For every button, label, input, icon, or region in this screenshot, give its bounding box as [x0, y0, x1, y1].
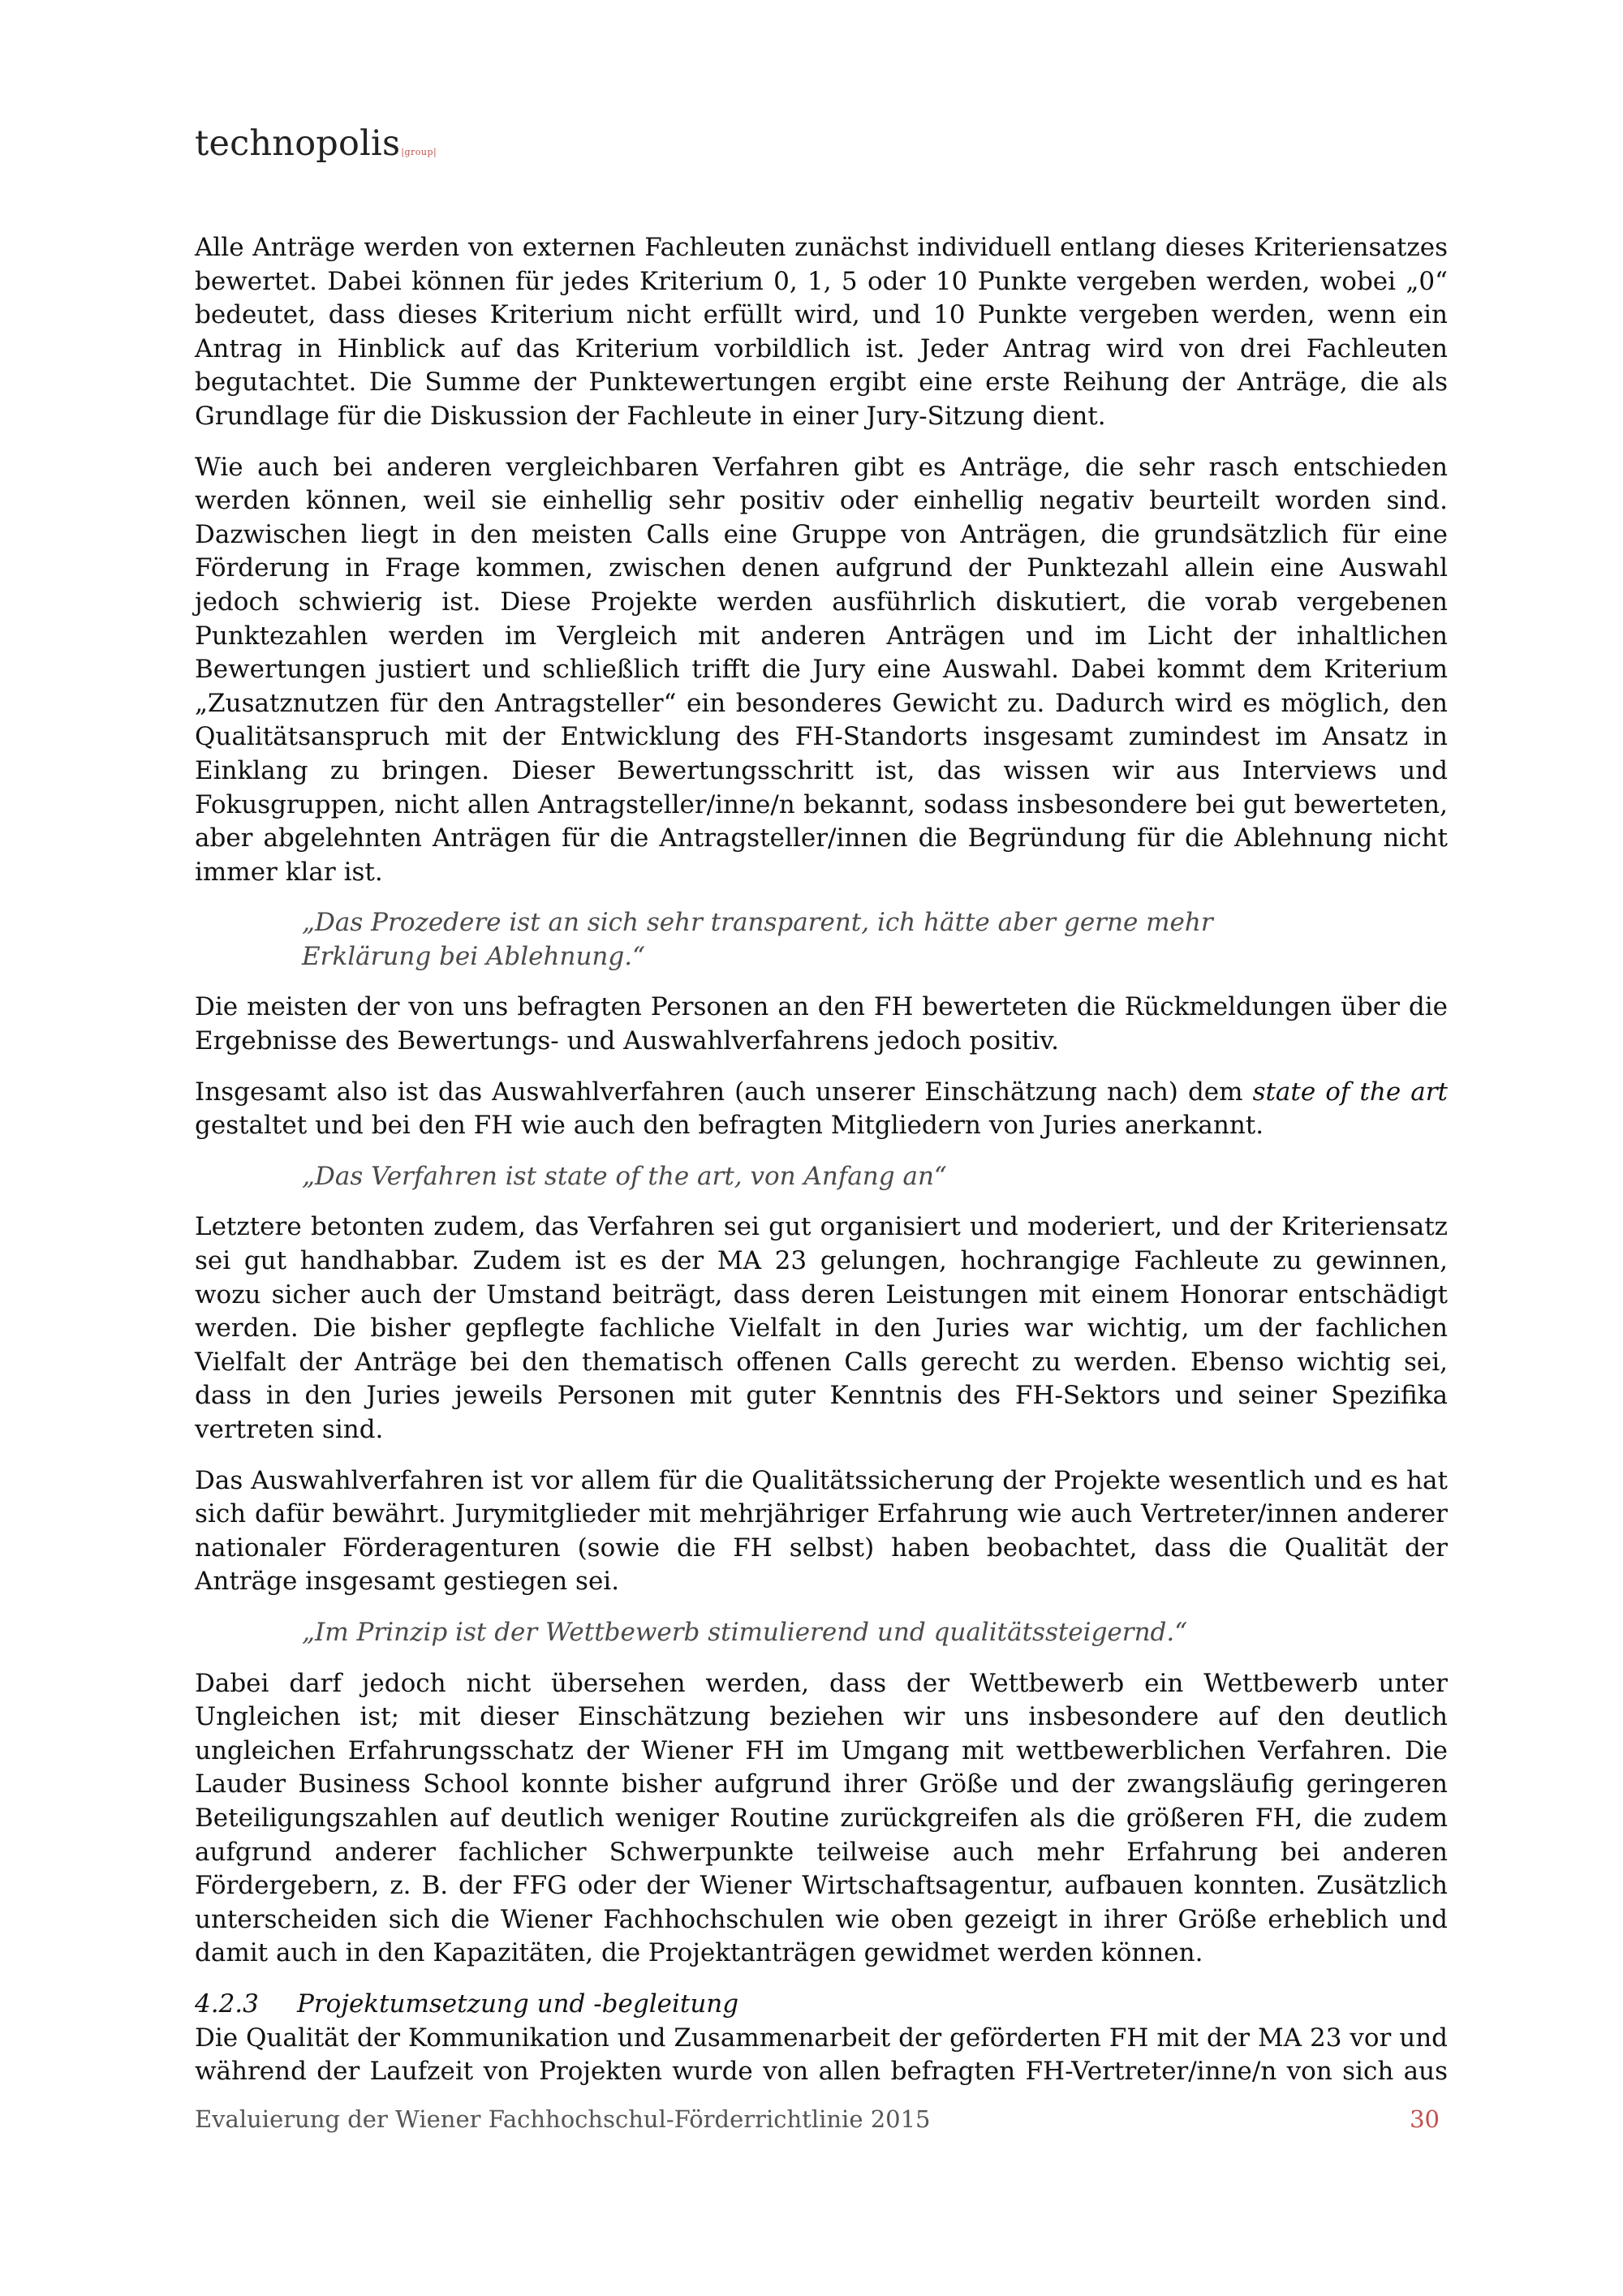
paragraph-jury-organisation: Letztere betonten zudem, das Verfahren sei gut organisiert und moderiert, und der Kriteriensatz sei gut handhabbar. Zudem ist es der MA 23 gelungen, hochrangige Fachleute zu gewinnen, wozu sicher auch der Umstand beiträgt, dass deren Leistungen mit einem Honorar entschädigt werden. Die bisher gepflegte fachliche Vielfalt in den Juries war wichtig, um der fachlichen Vielfalt der Anträge bei den thematisch offenen Calls gerecht zu werden. Ebenso wichtig sei, dass in den Juries jeweils Personen mit guter Kenntnis des FH-Sektors und seiner Spezifika vertreten sind. [195, 1212, 1448, 1444]
footer-title: Evaluierung der Wiener Fachhochschul-Förderrichtlinie 2015 [195, 2105, 931, 2133]
logo-suffix: |group| [401, 147, 437, 157]
document-body [195, 231, 1448, 2106]
quote-transparency: „Das Prozedere ist an sich sehr transparent, ich hätte aber gerne mehr Erklärung bei Ablehnung.“ [302, 908, 1213, 971]
section-heading [195, 1988, 1448, 2022]
company-logo [195, 123, 437, 164]
text-segment: Insgesamt also ist das Auswahlverfahren (auch unserer Einschätzung nach) dem [195, 1077, 1253, 1107]
page-footer [195, 2105, 1440, 2133]
paragraph-communication: Die Qualität der Kommunikation und Zusammenarbeit der geförderten FH mit der MA 23 vor und während der Laufzeit von Projekten wurde von allen befragten FH-Vertreter/inne/n von sich aus [195, 2023, 1448, 2087]
quote-state-of-the-art: „Das Verfahren ist state of the art, von Anfang an“ [302, 1161, 947, 1191]
emphasis-text: state of the art [1252, 1077, 1448, 1107]
quote-competition: „Im Prinzip ist der Wettbewerb stimulierend und qualitätssteigernd.“ [302, 1617, 1188, 1647]
section-title: Projektumsetzung und -begleitung [297, 1989, 739, 2019]
paragraph-state-of-the-art [195, 1076, 1448, 1143]
paragraph-jury-discussion: Wie auch bei anderen vergleichbaren Verfahren gibt es Anträge, die sehr rasch entschieden werden können, weil sie einhellig sehr positiv oder einhellig negativ beurteilt worden sind. Dazwischen liegt in den meisten Calls eine Gruppe von Anträgen, die grundsätzlich für eine Förderung in Frage kommen, zwischen denen aufgrund der Punktezahl allein eine Auswahl jedoch schwierig ist. Diese Projekte werden ausführlich diskutiert, die vorab vergebenen Punktezahlen werden im Vergleich mit anderen Anträgen und im Licht der inhaltlichen Bewertungen justiert und schließlich trifft die Jury eine Auswahl. Dabei kommt dem Kriterium „Zusatznutzen für den Antragsteller“ ein besonderes Gewicht zu. Dadurch wird es möglich, den Qualitätsanspruch mit der Entwicklung des FH-Standorts insgesamt zumindest im Ansatz in Einklang zu bringen. Dieser Bewertungsschritt ist, das wissen wir aus Interviews und Fokusgruppen, nicht allen Antragsteller/inne/n bekannt, sodass insbesondere bei gut bewerteten, aber abgelehnten Anträgen für die Antragsteller/innen die Begründung für die Ablehnung nicht immer klar ist. [195, 452, 1448, 887]
page-number: 30 [1410, 2105, 1440, 2133]
logo-text: technopolis [195, 123, 401, 164]
paragraph-criteria-scoring: Alle Anträge werden von externen Fachleuten zunächst individuell entlang dieses Kriteriensatzes bewertet. Dabei können für jedes Kriterium 0, 1, 5 oder 10 Punkte vergeben werden, wobei „0“ bedeutet, dass dieses Kriterium nicht erfüllt wird, und 10 Punkte vergeben werden, wenn ein Antrag in Hinblick auf das Kriterium vorbildlich ist. Jeder Antrag wird von drei Fachleuten begutachtet. Die Summe der Punktewertungen ergibt eine erste Reihung der Anträge, die als Grundlage für die Diskussion der Fachleute in einer Jury-Sitzung dient. [195, 233, 1448, 431]
paragraph-unequal-competition: Dabei darf jedoch nicht übersehen werden, dass der Wettbewerb ein Wettbewerb unter Ungleichen ist; mit dieser Einschätzung beziehen wir uns insbesondere auf den deutlich ungleichen Erfahrungsschatz der Wiener FH im Umgang mit wettbewerblichen Verfahren. Die Lauder Business School konnte bisher aufgrund ihrer Größe und der zwangsläufig geringeren Beteiligungszahlen auf deutlich weniger Routine zurückgreifen als die größeren FH, die zudem aufgrund anderer fachlicher Schwerpunkte teilweise auch mehr Erfahrung bei anderen Fördergebern, z. B. der FFG oder der Wiener Wirtschaftsagentur, aufbauen konnten. Zusätzlich unterscheiden sich die Wiener Fachhochschulen wie oben gezeigt in ihrer Größe erheblich und damit auch in den Kapazitäten, die Projektanträgen gewidmet werden können. [195, 1668, 1448, 1968]
paragraph-feedback: Die meisten der von uns befragten Personen an den FH bewerteten die Rückmeldungen über die Ergebnisse des Bewertungs- und Auswahlverfahrens jedoch positiv. [195, 992, 1448, 1056]
text-segment: gestaltet und bei den FH wie auch den befragten Mitgliedern von Juries anerkannt. [195, 1111, 1264, 1141]
paragraph-quality-assurance: Das Auswahlverfahren ist vor allem für die Qualitätssicherung der Projekte wesentlich und es hat sich dafür bewährt. Jurymitglieder mit mehrjähriger Erfahrung wie auch Vertreter/innen anderer nationaler Förderagenturen (sowie die FH selbst) haben beobachtet, dass die Qualität der Anträge insgesamt gestiegen sei. [195, 1465, 1448, 1597]
section-number: 4.2.3 [195, 1989, 259, 2019]
